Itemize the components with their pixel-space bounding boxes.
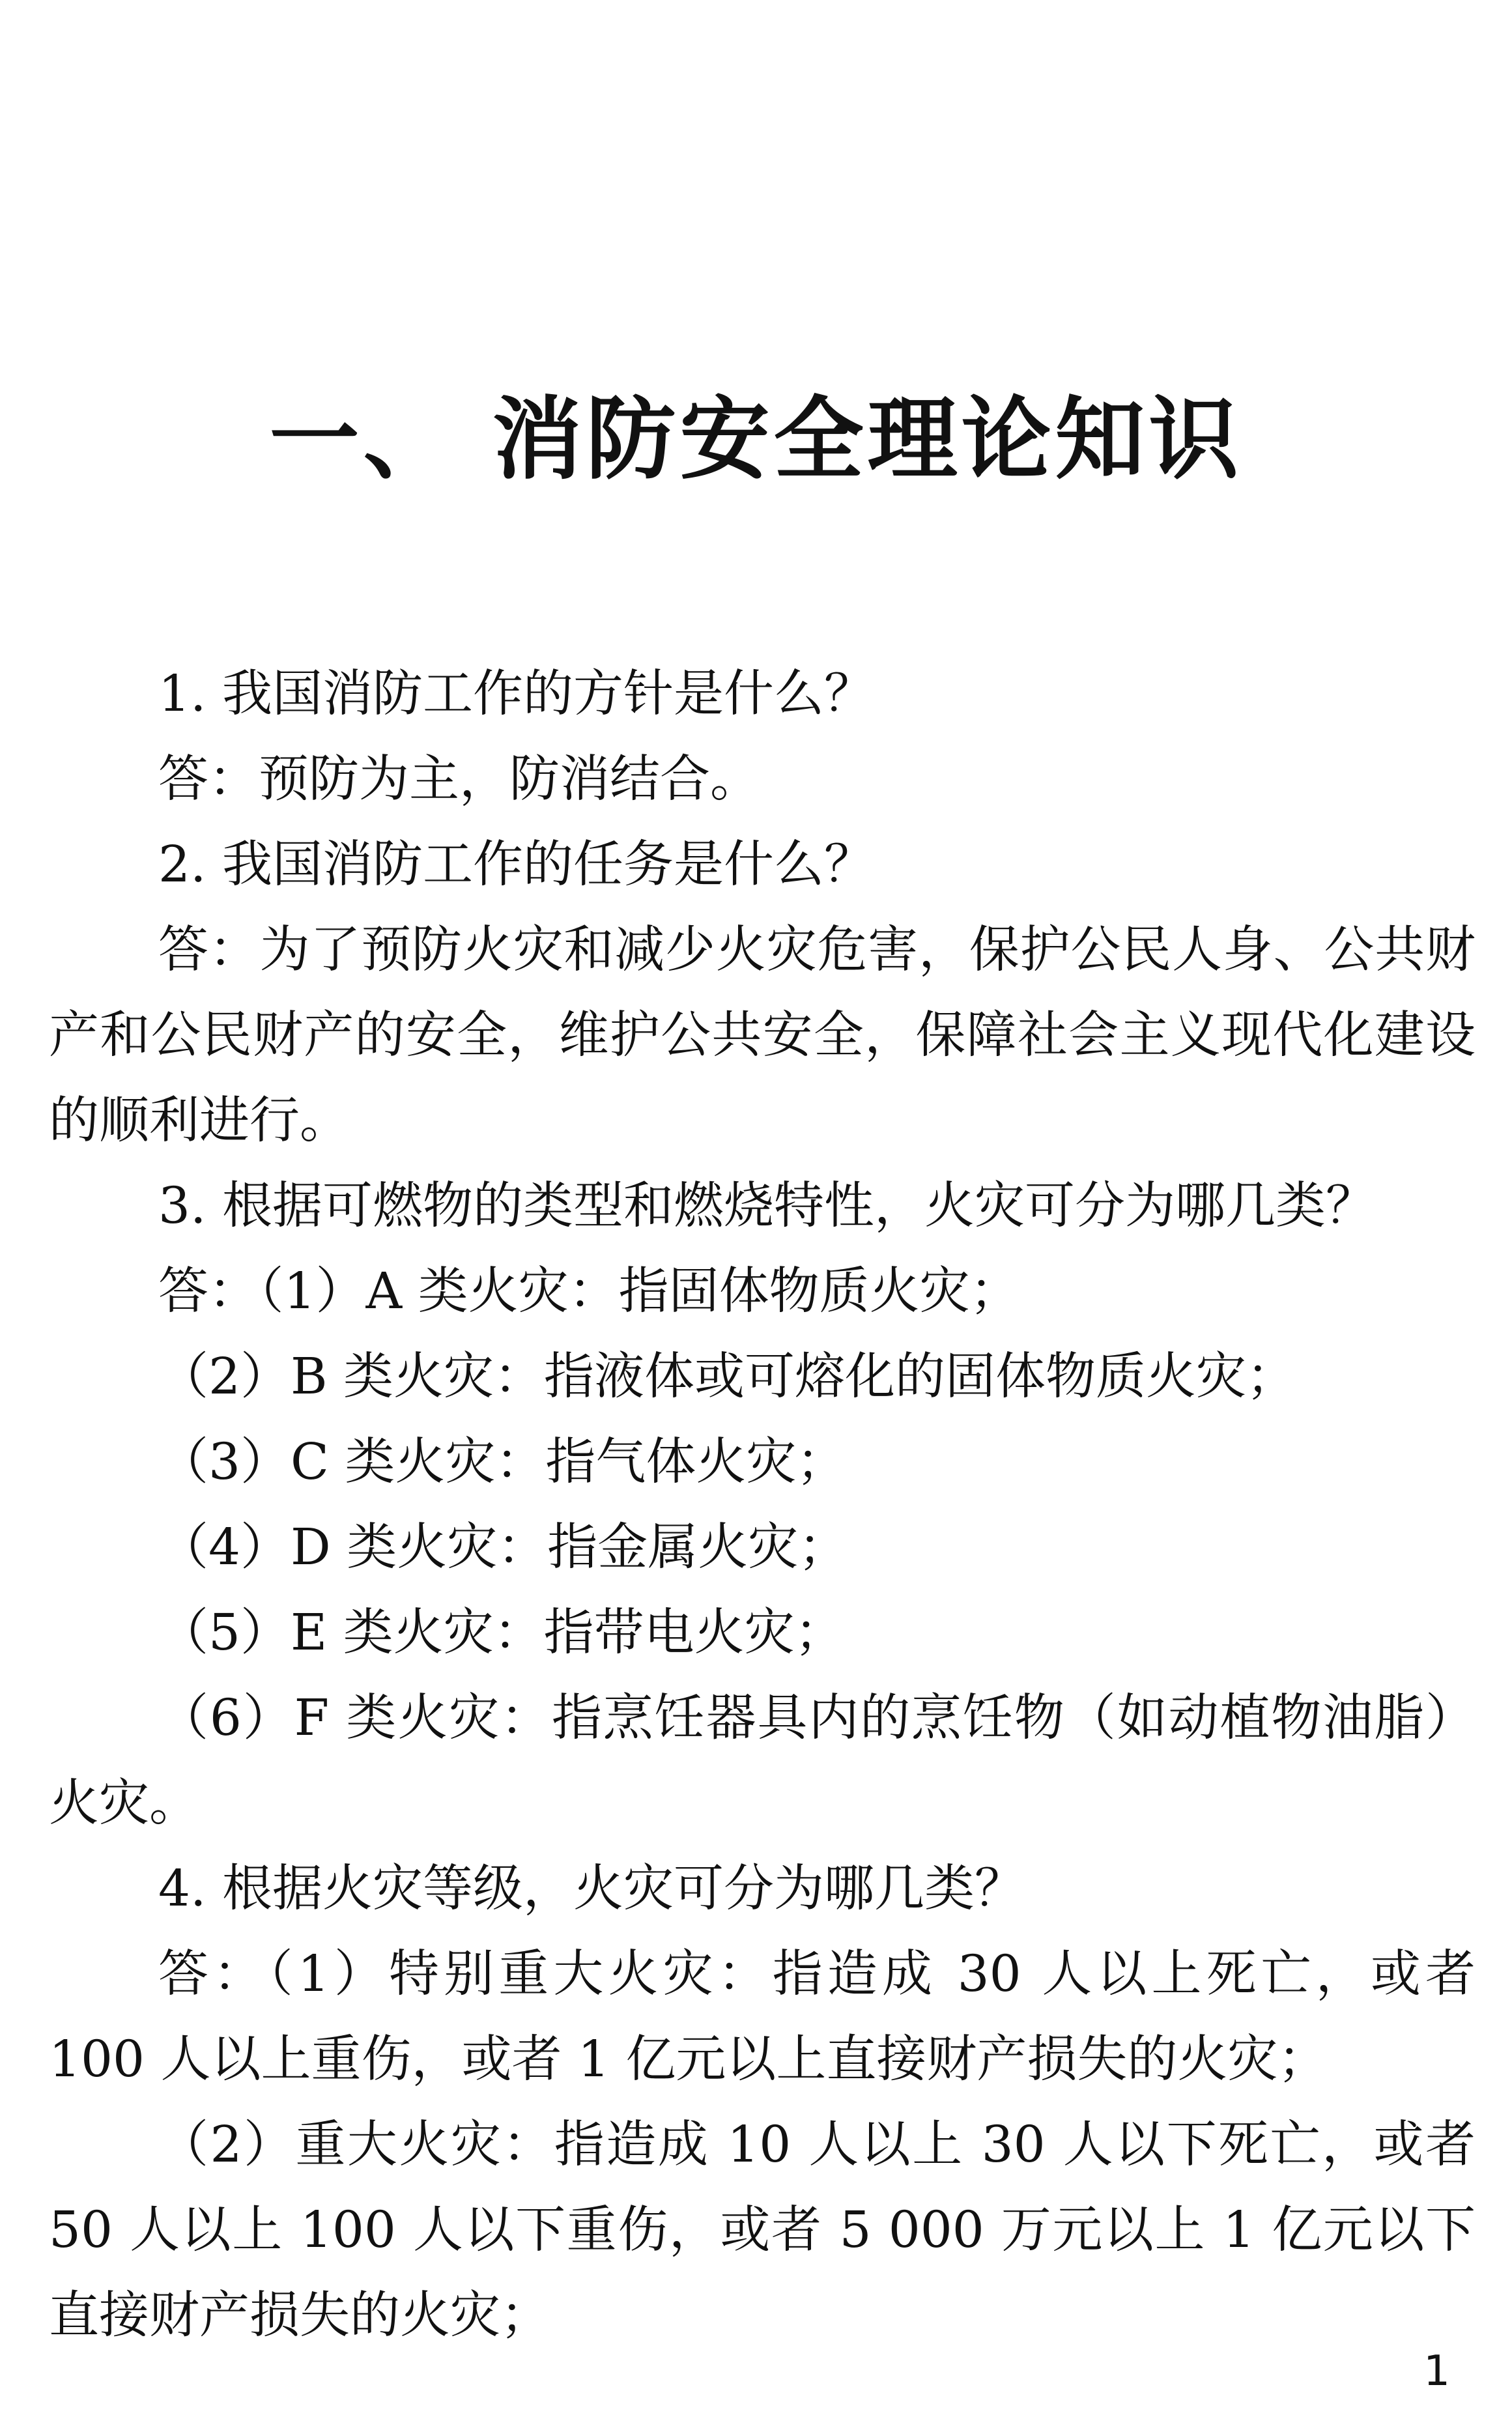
paragraph: （4）D 类火灾：指金属火灾； — [158, 1519, 849, 1577]
paragraph: （2）重大火灾：指造成 10 人以上 30 人以下死亡，或者 50 人以上 100 人以下重伤，或者 5 000 万元以上 1 亿元以下直接财产损失的火灾； — [49, 2116, 1476, 2345]
paragraph: （3）C 类火灾：指气体火灾； — [158, 1433, 847, 1491]
paragraph: 3. 根据可燃物的类型和燃烧特性，火灾可分为哪几类？ — [158, 1177, 1376, 1235]
paragraph: 4. 根据火灾等级，火灾可分为哪几类？ — [158, 1860, 1025, 1918]
paragraph: 1. 我国消防工作的方针是什么？ — [158, 665, 874, 723]
paragraph: 答：（1）A 类火灾：指固体物质火灾； — [158, 1263, 1020, 1321]
paragraph: 答：（1）特别重大火灾：指造成 30 人以上死亡，或者 100 人以上重伤，或者 1 亿元以上直接财产损失的火灾； — [49, 1945, 1476, 2089]
paragraph: （5）E 类火灾：指带电火灾； — [158, 1604, 845, 1662]
paragraph: （6）F 类火灾：指烹饪器具内的烹饪物（如动植物油脂）火灾。 — [49, 1689, 1476, 1833]
body-text — [49, 651, 1476, 2358]
paragraph: 答：为了预防火灾和减少火灾危害，保护公民人身、公共财产和公民财产的安全，维护公共安全，保障社会主义现代化建设的顺利进行。 — [49, 921, 1476, 1150]
paragraph: 2. 我国消防工作的任务是什么？ — [158, 836, 874, 894]
paragraph: 答：预防为主，防消结合。 — [158, 750, 760, 808]
page-number: 1 — [1423, 2347, 1450, 2395]
section-title: 一、 消防安全理论知识 — [269, 387, 1243, 492]
paragraph: （2）B 类火灾：指液体或可熔化的固体物质火灾； — [158, 1348, 1297, 1406]
